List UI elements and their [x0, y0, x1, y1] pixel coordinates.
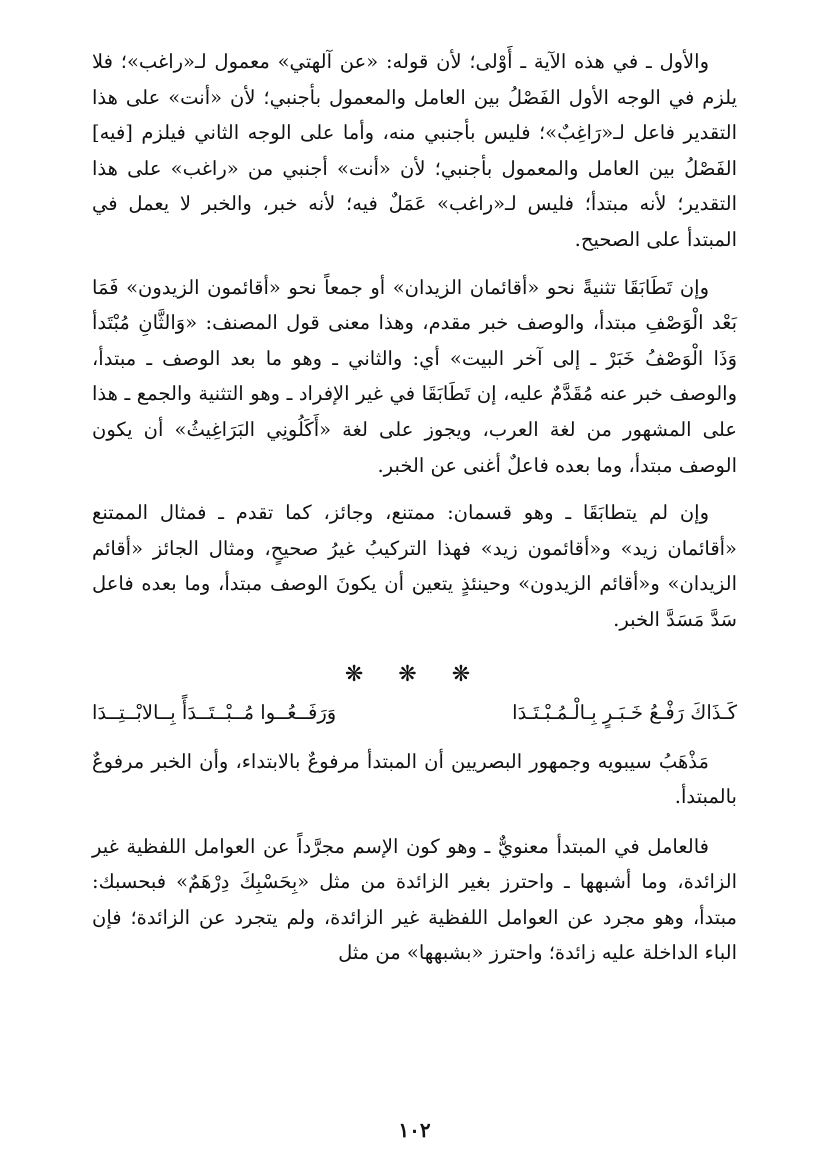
paragraph-4: مَذْهَبُ سيبويه وجمهور البصريين أن المبتدأ مرفوعٌ بالابتداء، وأن الخبر مرفوعٌ بالمبتدأ. — [92, 749, 737, 809]
paragraph-3: وإن لم يتطابَقَا ـ وهو قسمان: ممتنع، وجائز، كما تقدم ـ فمثال الممتنع «أقائمان زيد» و«أقائمون زيد» فهذا التركيبُ غيرُ صحيحٍ، ومثال الجائز «أقائم الزيدان» و«أقائم الزيدون» وحينئذٍ يتعين أن يكونَ الوصف مبتدأ، وما بعده فاعل سَدَّ مَسَدَّ الخبر. — [92, 501, 737, 631]
verse-second-hemistich: وَرَفَــعُــوا مُــبْــتَــدَأً بِــالابْــتِــدَا — [92, 700, 337, 724]
section-separator: ❋ ❋ ❋ — [344, 661, 485, 687]
page-number: ١٠٢ — [398, 1118, 431, 1142]
verse-line — [92, 694, 737, 734]
paragraph-2: وإن تَطَابَقَا تثنيةً نحو «أقائمان الزيدان» أو جمعاً نحو «أقائمون الزيدون» فَمَا بَعْد الْوَصْفِ مبتدأ، والوصف خبر مقدم، وهذا معنى قول المصنف: «وَالثَّانِ مُبْتَدأ وَذَا الْوَصْفُ خَبَرْ ـ إلى آخر البيت» أي: والثاني ـ وهو ما بعد الوصف ـ مبتدأ، والوصف خبر عنه مُقَدَّمٌ عليه، إن تَطَابَقَا في غير الإفراد ـ وهو التثنية والجمع ـ هذا على المشهور من لغة العرب، ويجوز على لغة «أَكَلُونِي البَرَاغِيثُ» أن يكون الوصف مبتدأ، وما بعده فاعلٌ أغنى عن الخبر. — [92, 275, 737, 477]
verse-first-hemistich: كَـذَاكَ رَفْـعُ خَـبَـرٍ بِـالْـمُـبْـتَـدَا — [512, 700, 737, 724]
paragraph-1: والأول ـ في هذه الآية ـ أَوْلى؛ لأن قوله: «عن آلهتي» معمول لـ«راغب»؛ فلا يلزم في الوجه الأول الفَصْلُ بين العامل والمعمول بأجنبي؛ لأن «أنت» على هذا التقدير فاعل لـ«رَاغِبٌ»؛ فليس بأجنبي منه، وأما على الوجه الثاني فيلزم [فيه] الفَصْلُ بين العامل والمعمول بأجنبي؛ لأن «أنت» أجنبي من «راغب» على هذا التقدير؛ لأنه مبتدأ؛ فليس لـ«راغب» عَمَلٌ فيه؛ لأنه خبر، والخبر لا يعمل في المبتدأ على الصحيح. — [92, 50, 737, 251]
page-body — [92, 44, 737, 971]
paragraph-5: فالعامل في المبتدأ معنويٌّ ـ وهو كون الإسم مجرَّداً عن العوامل اللفظية غير الزائدة، وما أشبهها ـ واحترز بغير الزائدة من مثل «بِحَسْبِكَ دِرْهَمٌ» فبحسبك: مبتدأ، وهو مجرد عن العوامل اللفظية غير الزائدة، ولم يتجرد عن الزائدة؛ فإن الباء الداخلة عليه زائدة؛ واحترز «بشبهها» من مثل — [92, 834, 737, 965]
